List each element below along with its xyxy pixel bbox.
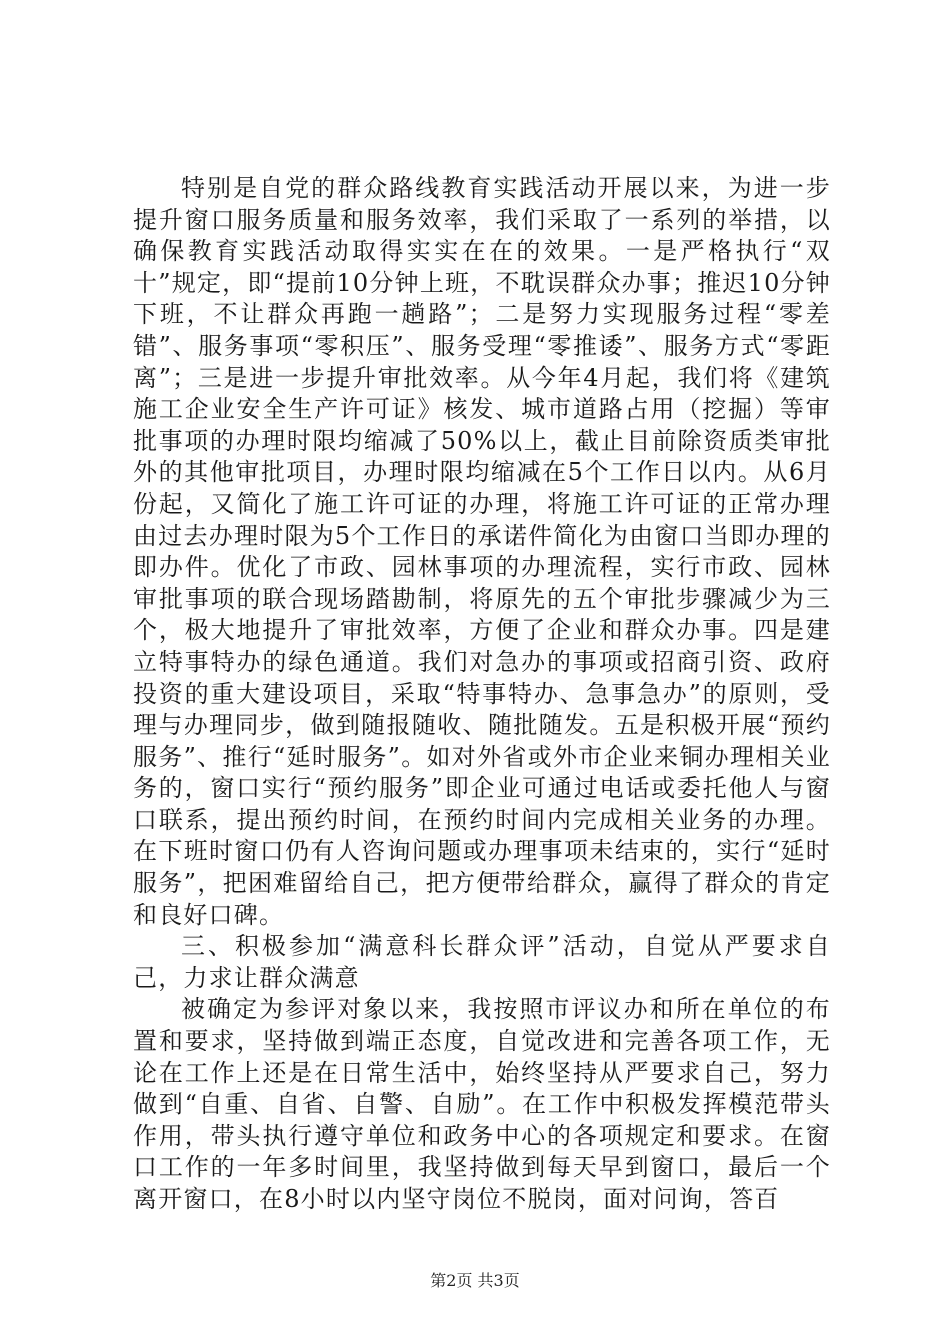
page-footer: 第2页 共3页	[430, 1271, 520, 1290]
body-paragraph: 被确定为参评对象以来，我按照市评议办和所在单位的布置和要求，坚持做到端正态度，自觉改进和完善各项工作，无论在工作上还是在日常生活中，始终坚持从严要求自己，努力做到“自重、自省、自警、自励”。在工作中积极发挥模范带头作用，带头执行遵守单位和政务中心的各项规定和要求。在窗口工作的一年多时间里，我坚持做到每天早到窗口，最后一个离开窗口，在8小时以内坚守岗位不脱岗，面对问询，答百	[133, 995, 831, 1213]
section-heading: 三、积极参加“满意科长群众评”活动，自觉从严要求自己，力求让群众满意	[133, 932, 831, 992]
document-body	[133, 173, 831, 1216]
body-paragraph: 特别是自党的群众路线教育实践活动开展以来，为进一步提升窗口服务质量和服务效率，我们采取了一系列的举措，以确保教育实践活动取得实实在在的效果。一是严格执行“双十”规定，即“提前10分钟上班，不耽误群众办事；推迟10分钟下班，不让群众再跑一趟路”；二是努力实现服务过程“零差错”、服务事项“零积压”、服务受理“零推诿”、服务方式“零距离”；三是进一步提升审批效率。从今年4月起，我们将《建筑施工企业安全生产许可证》核发、城市道路占用（挖掘）等审批事项的办理时限均缩减了50%以上，截止目前除资质类审批外的其他审批项目，办理时限均缩减在5个工作日以内。从6月份起，又简化了施工许可证的办理，将施工许可证的正常办理由过去办理时限为5个工作日的承诺件简化为由窗口当即办理的即办件。优化了市政、园林事项的办理流程，实行市政、园林审批事项的联合现场踏勘制，将原先的五个审批步骤减少为三个，极大地提升了审批效率，方便了企业和群众办事。四是建立特事特办的绿色通道。我们对急办的事项或招商引资、政府投资的重大建设项目，采取“特事特办、急事急办”的原则，受理与办理同步，做到随报随收、随批随发。五是积极开展“预约服务”、推行“延时服务”。如对外省或外市企业来铜办理相关业务的，窗口实行“预约服务”即企业可通过电话或委托他人与窗口联系，提出预约时间，在预约时间内完成相关业务的办理。在下班时窗口仍有人咨询问题或办理事项未结束的，实行“延时服务”，把困难留给自己，把方便带给群众，赢得了群众的肯定和良好口碑。	[133, 174, 831, 929]
